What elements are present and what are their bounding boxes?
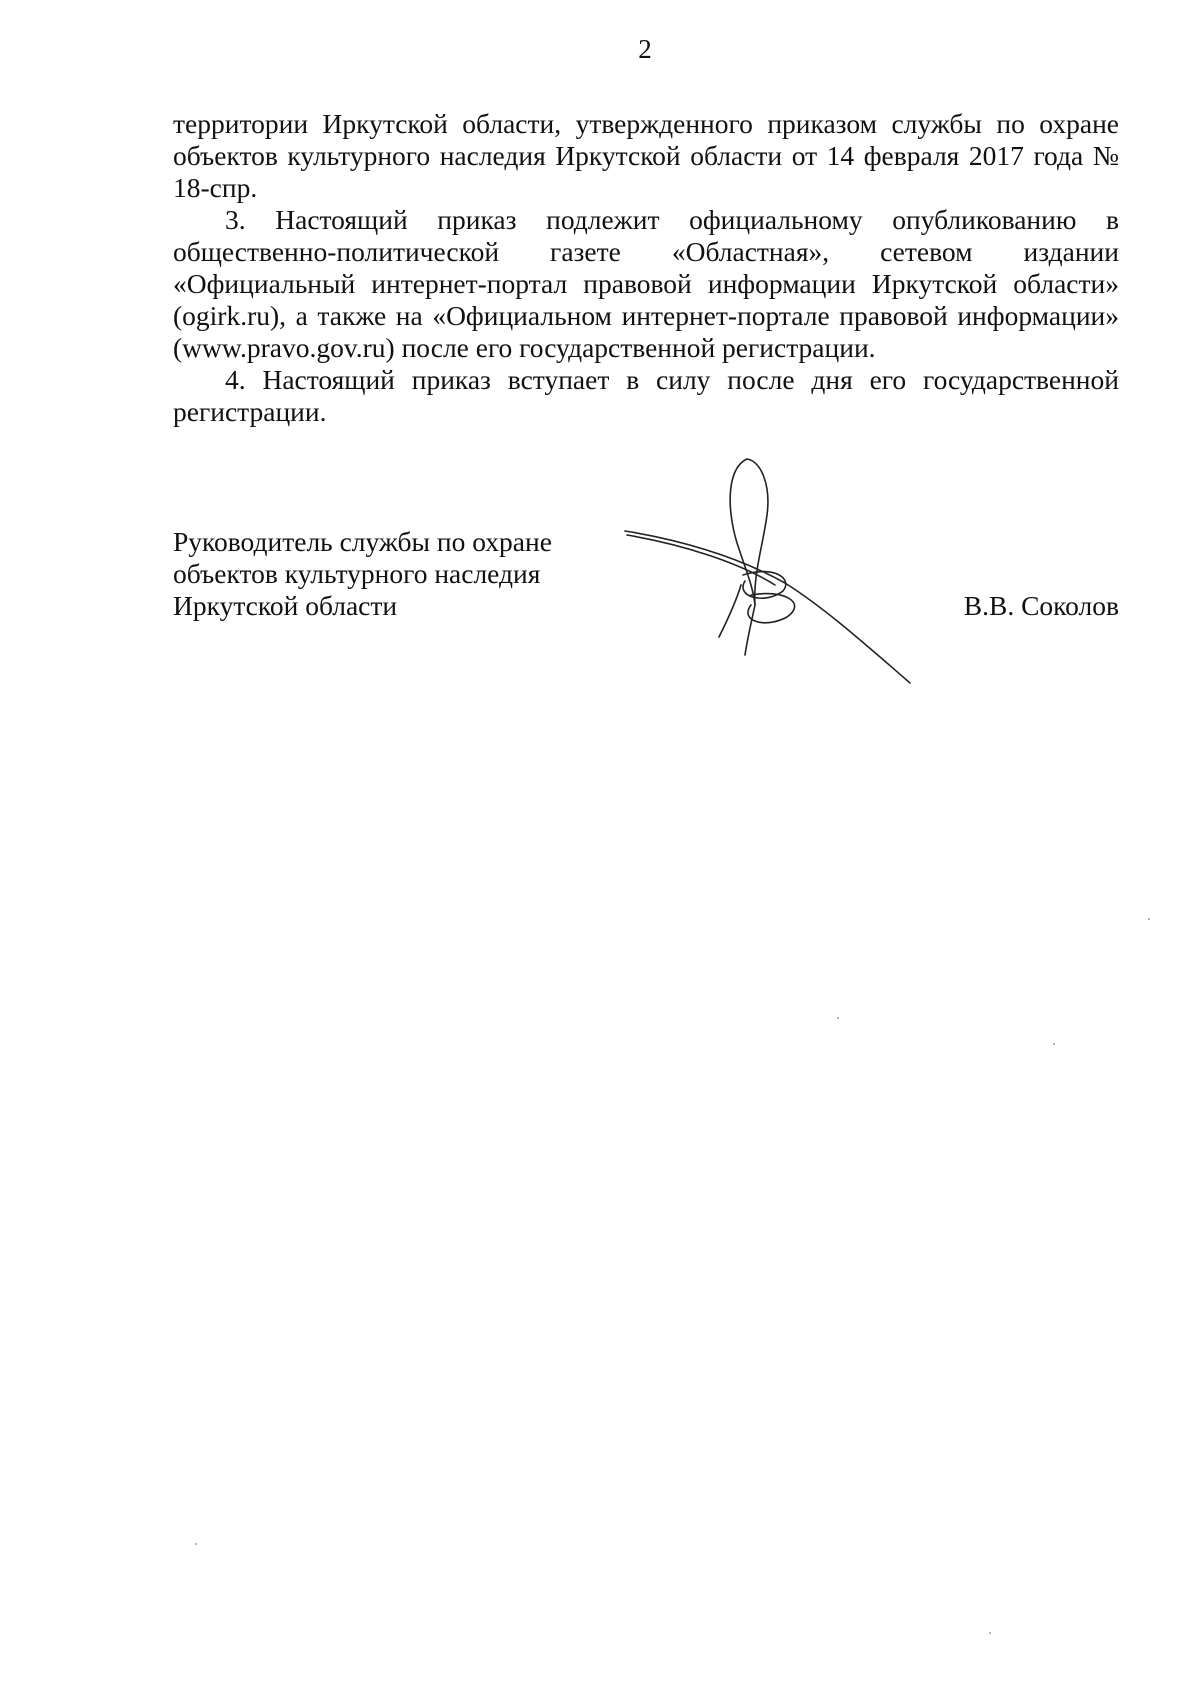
document-body [173, 108, 1119, 428]
page-number: 2 [638, 34, 652, 64]
signer-name: В.В. Соколов [963, 590, 1119, 621]
scan-speck [989, 1632, 991, 1634]
scan-speck [837, 1017, 839, 1019]
scan-speck [195, 1543, 197, 1545]
paragraph-entry-into-force: 4. Настоящий приказ вступает в силу после дня его государственной регистрации. [173, 364, 1119, 427]
scan-speck [1053, 1043, 1055, 1045]
signer-position [173, 526, 552, 622]
handwritten-signature [615, 455, 915, 690]
scan-speck [1148, 918, 1150, 920]
paragraph-continuation: территории Иркутской области, утвержденного приказом службы по охране объектов культурного наследия Иркутской области от 14 февраля 2017 года № 18-спр. [173, 108, 1119, 203]
paragraph-publication: 3. Настоящий приказ подлежит официальному опубликованию в общественно-политической газете «Областная», сетевом издании «Официальный интернет-портал правовой информации Иркутской области» (ogirk.ru), а также на «Официальном интернет-портале правовой информации» (www.pravo.gov.ru) после его государственной регистрации. [173, 204, 1119, 363]
signer-position-line: объектов культурного наследия [173, 558, 541, 589]
signer-position-line: Руководитель службы по охране [173, 526, 552, 557]
signer-position-line: Иркутской области [173, 590, 398, 621]
